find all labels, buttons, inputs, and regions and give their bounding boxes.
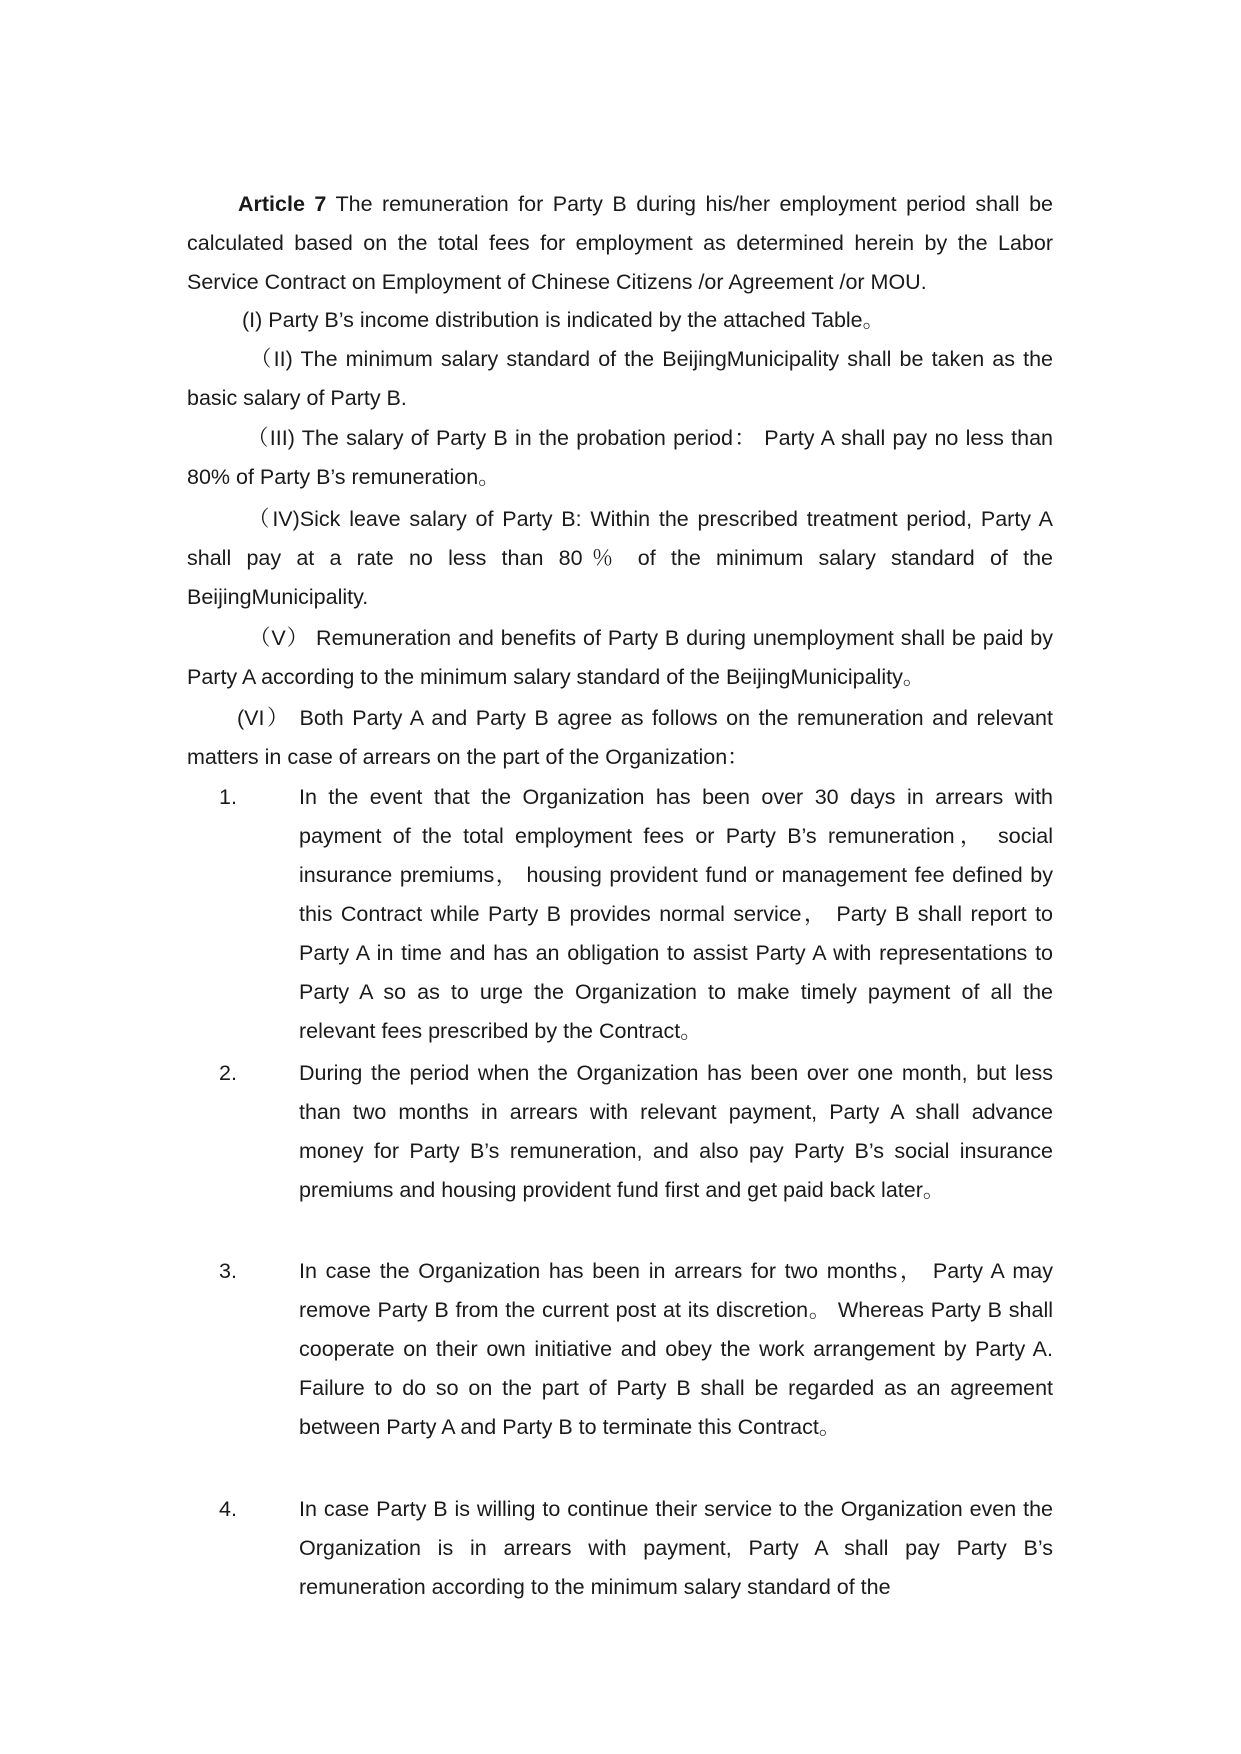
clause-v: （V） Remuneration and benefits of Party B during unemployment shall be paid by Party A according to the minimum salary standard of the BeijingMunicipality。 <box>187 626 1053 689</box>
clause-vi: (VI） Both Party A and Party B agree as follows on the remuneration and relevant matters in case of arrears on the part of the Organization： <box>187 706 1053 769</box>
clause-ii: （II) The minimum salary standard of the BeijingMunicipality shall be taken as the basic salary of Party B. <box>187 347 1053 410</box>
article-7-paragraph <box>187 185 1053 302</box>
clause-iii: （III) The salary of Party B in the probation period： Party A shall pay no less than 80% of Party B’s remuneration。 <box>187 426 1053 489</box>
clause-iv: （IV)Sick leave salary of Party B: Within the prescribed treatment period, Party A shall pay at a rate no less than 80％ of the minimum salary standard of the BeijingMunicipality. <box>187 507 1053 609</box>
list-number: 3. <box>219 1259 237 1283</box>
list-number: 1. <box>219 785 237 809</box>
list-text: In the event that the Organization has been over 30 days in arrears with payment of the total employment fees or Party B’s remuneration， social insurance premiums， housing provident fund or management fee defined by this Contract while Party B provides normal service， Party B shall report to Party A in time and has an obligation to assist Party A with representations to Party A so as to urge the Organization to make timely payment of all the relevant fees prescribed by the Contract。 <box>299 785 1053 1043</box>
list-number: 4. <box>219 1497 237 1521</box>
list-text: In case Party B is willing to continue their service to the Organization even the Organization is in arrears with payment, Party A shall pay Party B’s remuneration according to the minimum salary standard of the <box>299 1497 1053 1599</box>
list-text: During the period when the Organization has been over one month, but less than two months in arrears with relevant payment, Party A shall advance money for Party B’s remuneration, and also pay Party B’s social insurance premiums and housing provident fund first and get paid back later。 <box>299 1061 1053 1202</box>
article-heading: Article 7 <box>238 192 327 216</box>
list-text: In case the Organization has been in arrears for two months， Party A may remove Party B from the current post at its discretion。 Whereas Party B shall cooperate on their own initiative and obey the work arrangement by Party A. Failure to do so on the part of Party B shall be regarded as an agreement between Party A and Party B to terminate this Contract。 <box>299 1259 1053 1439</box>
article-text: The remuneration for Party B during his/her employment period shall be calculated based on the total fees for employment as determined herein by the Labor Service Contract on Employment of Chinese Citizens /or Agreement /or MOU. <box>187 192 1053 294</box>
clause-i: (I) Party B’s income distribution is indicated by the attached Table。 <box>242 308 885 332</box>
list-number: 2. <box>219 1061 237 1085</box>
